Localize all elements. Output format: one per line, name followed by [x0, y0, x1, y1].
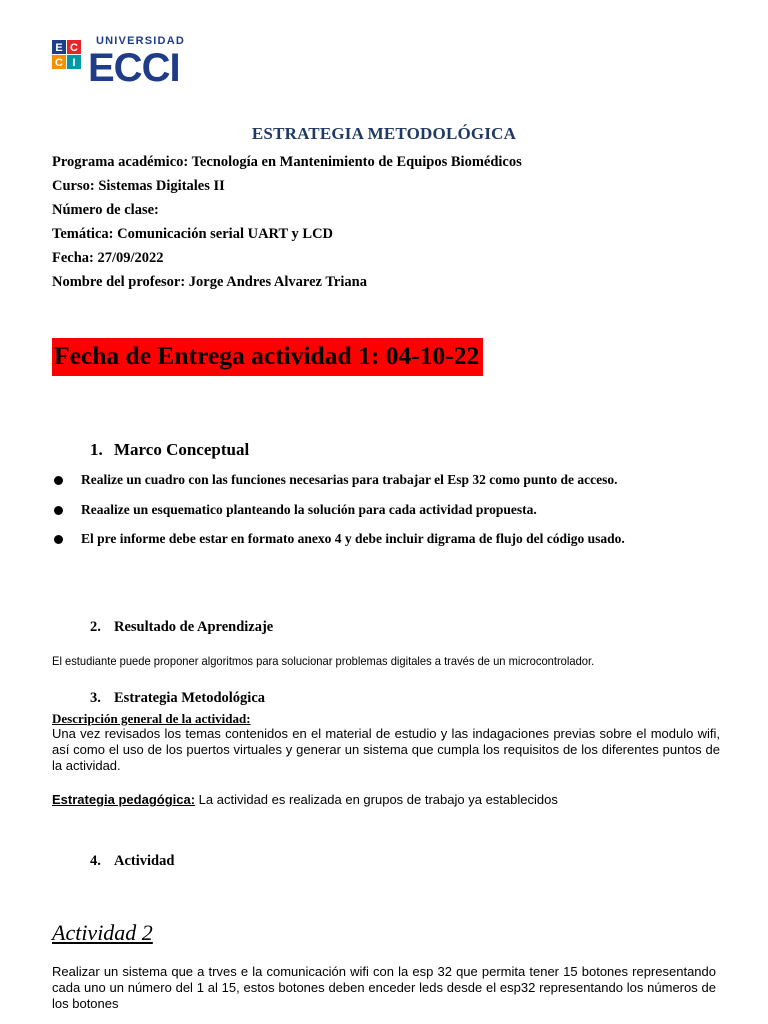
ecci-logo-icon	[52, 30, 222, 86]
svg-text:C: C	[70, 42, 78, 54]
document-title: ESTRATEGIA METODOLÓGICA	[251, 124, 517, 143]
section-heading-estrategia: 3. Estrategia Metodológica	[90, 690, 266, 706]
course-line: Curso: Sistemas Digitales II	[52, 178, 225, 194]
deadline-banner: Fecha de Entrega actividad 1: 04-10-22	[52, 338, 483, 376]
svg-text:E: E	[55, 42, 63, 54]
bullet-icon	[54, 506, 63, 515]
description-text: Una vez revisados los temas contenidos en el material de estudio y las indagaciones previas sobre el modulo wifi, así como el uso de los puertos virtuales y generar un sistema que cumpla los requisitos de los diferentes puntos de la actividad.	[52, 726, 720, 773]
section-heading-marco-conceptual: 1. Marco Conceptual	[90, 440, 250, 459]
pedagogic-strategy	[52, 792, 558, 807]
learning-result-text: El estudiante puede proponer algoritmos para solucionar problemas digitales a través de un microcontrolador.	[52, 654, 595, 668]
strategy-text: La actividad es realizada en grupos de trabajo ya establecidos	[195, 792, 558, 807]
course-metadata	[52, 150, 522, 294]
svg-text:UNIVERSIDAD: UNIVERSIDAD	[96, 35, 185, 47]
svg-text:I: I	[72, 57, 76, 69]
activity-2-text: Realizar un sistema que a trves e la comunicación wifi con la esp 32 que permita tener 15 botones representando cada uno un número del 1 al 15, estos botones deben enceder leds desde el esp32 representando los números de los botones	[52, 964, 716, 1011]
section-heading-actividad: 4. Actividad	[90, 853, 175, 869]
svg-text:ECCI: ECCI	[88, 46, 180, 86]
section-heading-resultado: 2. Resultado de Aprendizaje	[90, 619, 274, 635]
description-label: Descripción general de la actividad:	[52, 711, 251, 726]
topic-line: Temática: Comunicación serial UART y LCD	[52, 226, 334, 242]
date-line: Fecha: 27/09/2022	[52, 250, 164, 266]
class-number-line: Número de clase:	[52, 202, 159, 218]
strategy-label: Estrategia pedagógica:	[52, 792, 196, 807]
svg-text:C: C	[55, 57, 63, 69]
professor-line: Nombre del profesor: Jorge Andres Alvarez Triana	[52, 274, 367, 290]
bullet-icon	[54, 476, 63, 485]
university-logo	[52, 30, 222, 86]
activity-2-heading: Actividad 2	[52, 920, 153, 945]
bullet-icon	[54, 535, 63, 544]
program-line: Programa académico: Tecnología en Mantenimiento de Equipos Biomédicos	[52, 154, 522, 170]
